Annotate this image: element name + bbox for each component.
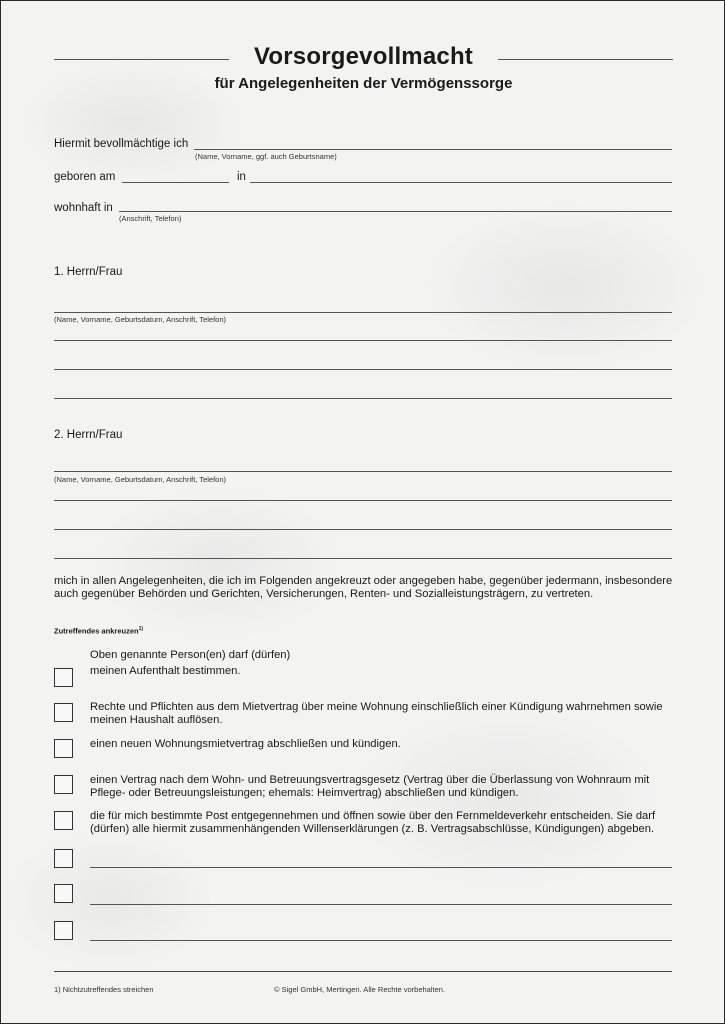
principal-name-field[interactable]	[194, 149, 672, 150]
footer-copyright: © Sigel GmbH, Mertingen. Alle Rechte vorbehalten.	[274, 985, 446, 994]
residence-label: wohnhaft in	[54, 202, 113, 214]
birthplace-field[interactable]	[250, 182, 672, 183]
attorney-1-field-line-1[interactable]	[54, 312, 672, 313]
checkbox-residence[interactable]	[54, 668, 73, 687]
option-tenancy: Rechte und Pflichten aus dem Mietvertrag über meine Wohnung einschließlich einer Kündigung wahrnehmen sowie meinen Haushalt auflösen.	[90, 701, 663, 726]
checklist-intro: Oben genannte Person(en) darf (dürfen)	[90, 649, 291, 661]
checkbox-mail[interactable]	[54, 811, 73, 830]
footer-rule	[54, 971, 672, 972]
attorney-1-field-line-2[interactable]	[54, 340, 672, 341]
option-mail: die für mich bestimmte Post entgegennehmen und öffnen sowie über den Fernmeldeverkehr entscheiden. Sie darf (dürfen) alle hiermit zusammenhängenden Willenserklärungen (z. B. Vertragsabschlüsse, Kündigungen) abgeben.	[90, 810, 656, 835]
document-title: Vorsorgevollmacht	[253, 43, 473, 70]
footnote-marker: 1)	[138, 626, 144, 632]
footer-footnote: 1) Nichtzutreffendes streichen	[54, 985, 154, 994]
attorney-1-hint: (Name, Vorname, Geburtsdatum, Anschrift, Telefon)	[54, 315, 227, 324]
option-new-lease: einen neuen Wohnungsmietvertrag abschließen und kündigen.	[90, 738, 401, 750]
checkbox-custom-1[interactable]	[54, 849, 73, 868]
checklist-heading	[54, 626, 143, 636]
birth-date-field[interactable]	[122, 182, 229, 183]
checklist-heading-text: Zutreffendes ankreuzen	[54, 626, 139, 636]
checkbox-care-contract[interactable]	[54, 775, 73, 794]
authorize-label: Hiermit bevollmächtige ich	[54, 138, 189, 150]
attorney-2-label: 2. Herrn/Frau	[54, 429, 123, 441]
attorney-2-field-line-2[interactable]	[54, 500, 672, 501]
custom-option-field-2[interactable]	[90, 904, 672, 905]
checkbox-tenancy[interactable]	[54, 703, 73, 722]
document-subtitle: für Angelegenheiten der Vermögenssorge	[214, 75, 513, 92]
born-label: geboren am	[54, 171, 116, 183]
custom-option-field-1[interactable]	[90, 867, 672, 868]
option-residence: meinen Aufenthalt bestimmen.	[90, 665, 241, 677]
option-care-contract: einen Vertrag nach dem Wohn- und Betreuungsvertragsgesetz (Vertrag über die Überlassung von Wohnraum mit Pflege- oder Betreuungsleistungen; ehemals: Heimvertrag) abschließen und kündigen.	[90, 774, 650, 799]
attorney-1-field-line-4[interactable]	[54, 398, 672, 399]
attorney-2-field-line-4[interactable]	[54, 558, 672, 559]
attorney-2-hint: (Name, Vorname, Geburtsdatum, Anschrift, Telefon)	[54, 475, 227, 484]
attorney-2-field-line-1[interactable]	[54, 471, 672, 472]
residence-hint: (Anschrift, Telefon)	[119, 214, 182, 223]
authorization-statement: mich in allen Angelegenheiten, die ich im Folgenden angekreuzt oder angegeben habe, gegenüber jedermann, insbesondere auch gegenüber Behörden und Gerichten, Versicherungen, Renten- und Sozialleistungsträgern, zu vertreten.	[54, 575, 673, 600]
checkbox-custom-3[interactable]	[54, 921, 73, 940]
custom-option-field-3[interactable]	[90, 940, 672, 941]
attorney-2-field-line-3[interactable]	[54, 529, 672, 530]
checkbox-custom-2[interactable]	[54, 884, 73, 903]
checkbox-new-lease[interactable]	[54, 739, 73, 758]
principal-name-hint: (Name, Vorname, ggf. auch Geburtsname)	[195, 152, 337, 161]
birthplace-label: in	[237, 171, 246, 183]
attorney-1-field-line-3[interactable]	[54, 369, 672, 370]
residence-field[interactable]	[119, 211, 672, 212]
attorney-1-label: 1. Herrn/Frau	[54, 266, 123, 278]
